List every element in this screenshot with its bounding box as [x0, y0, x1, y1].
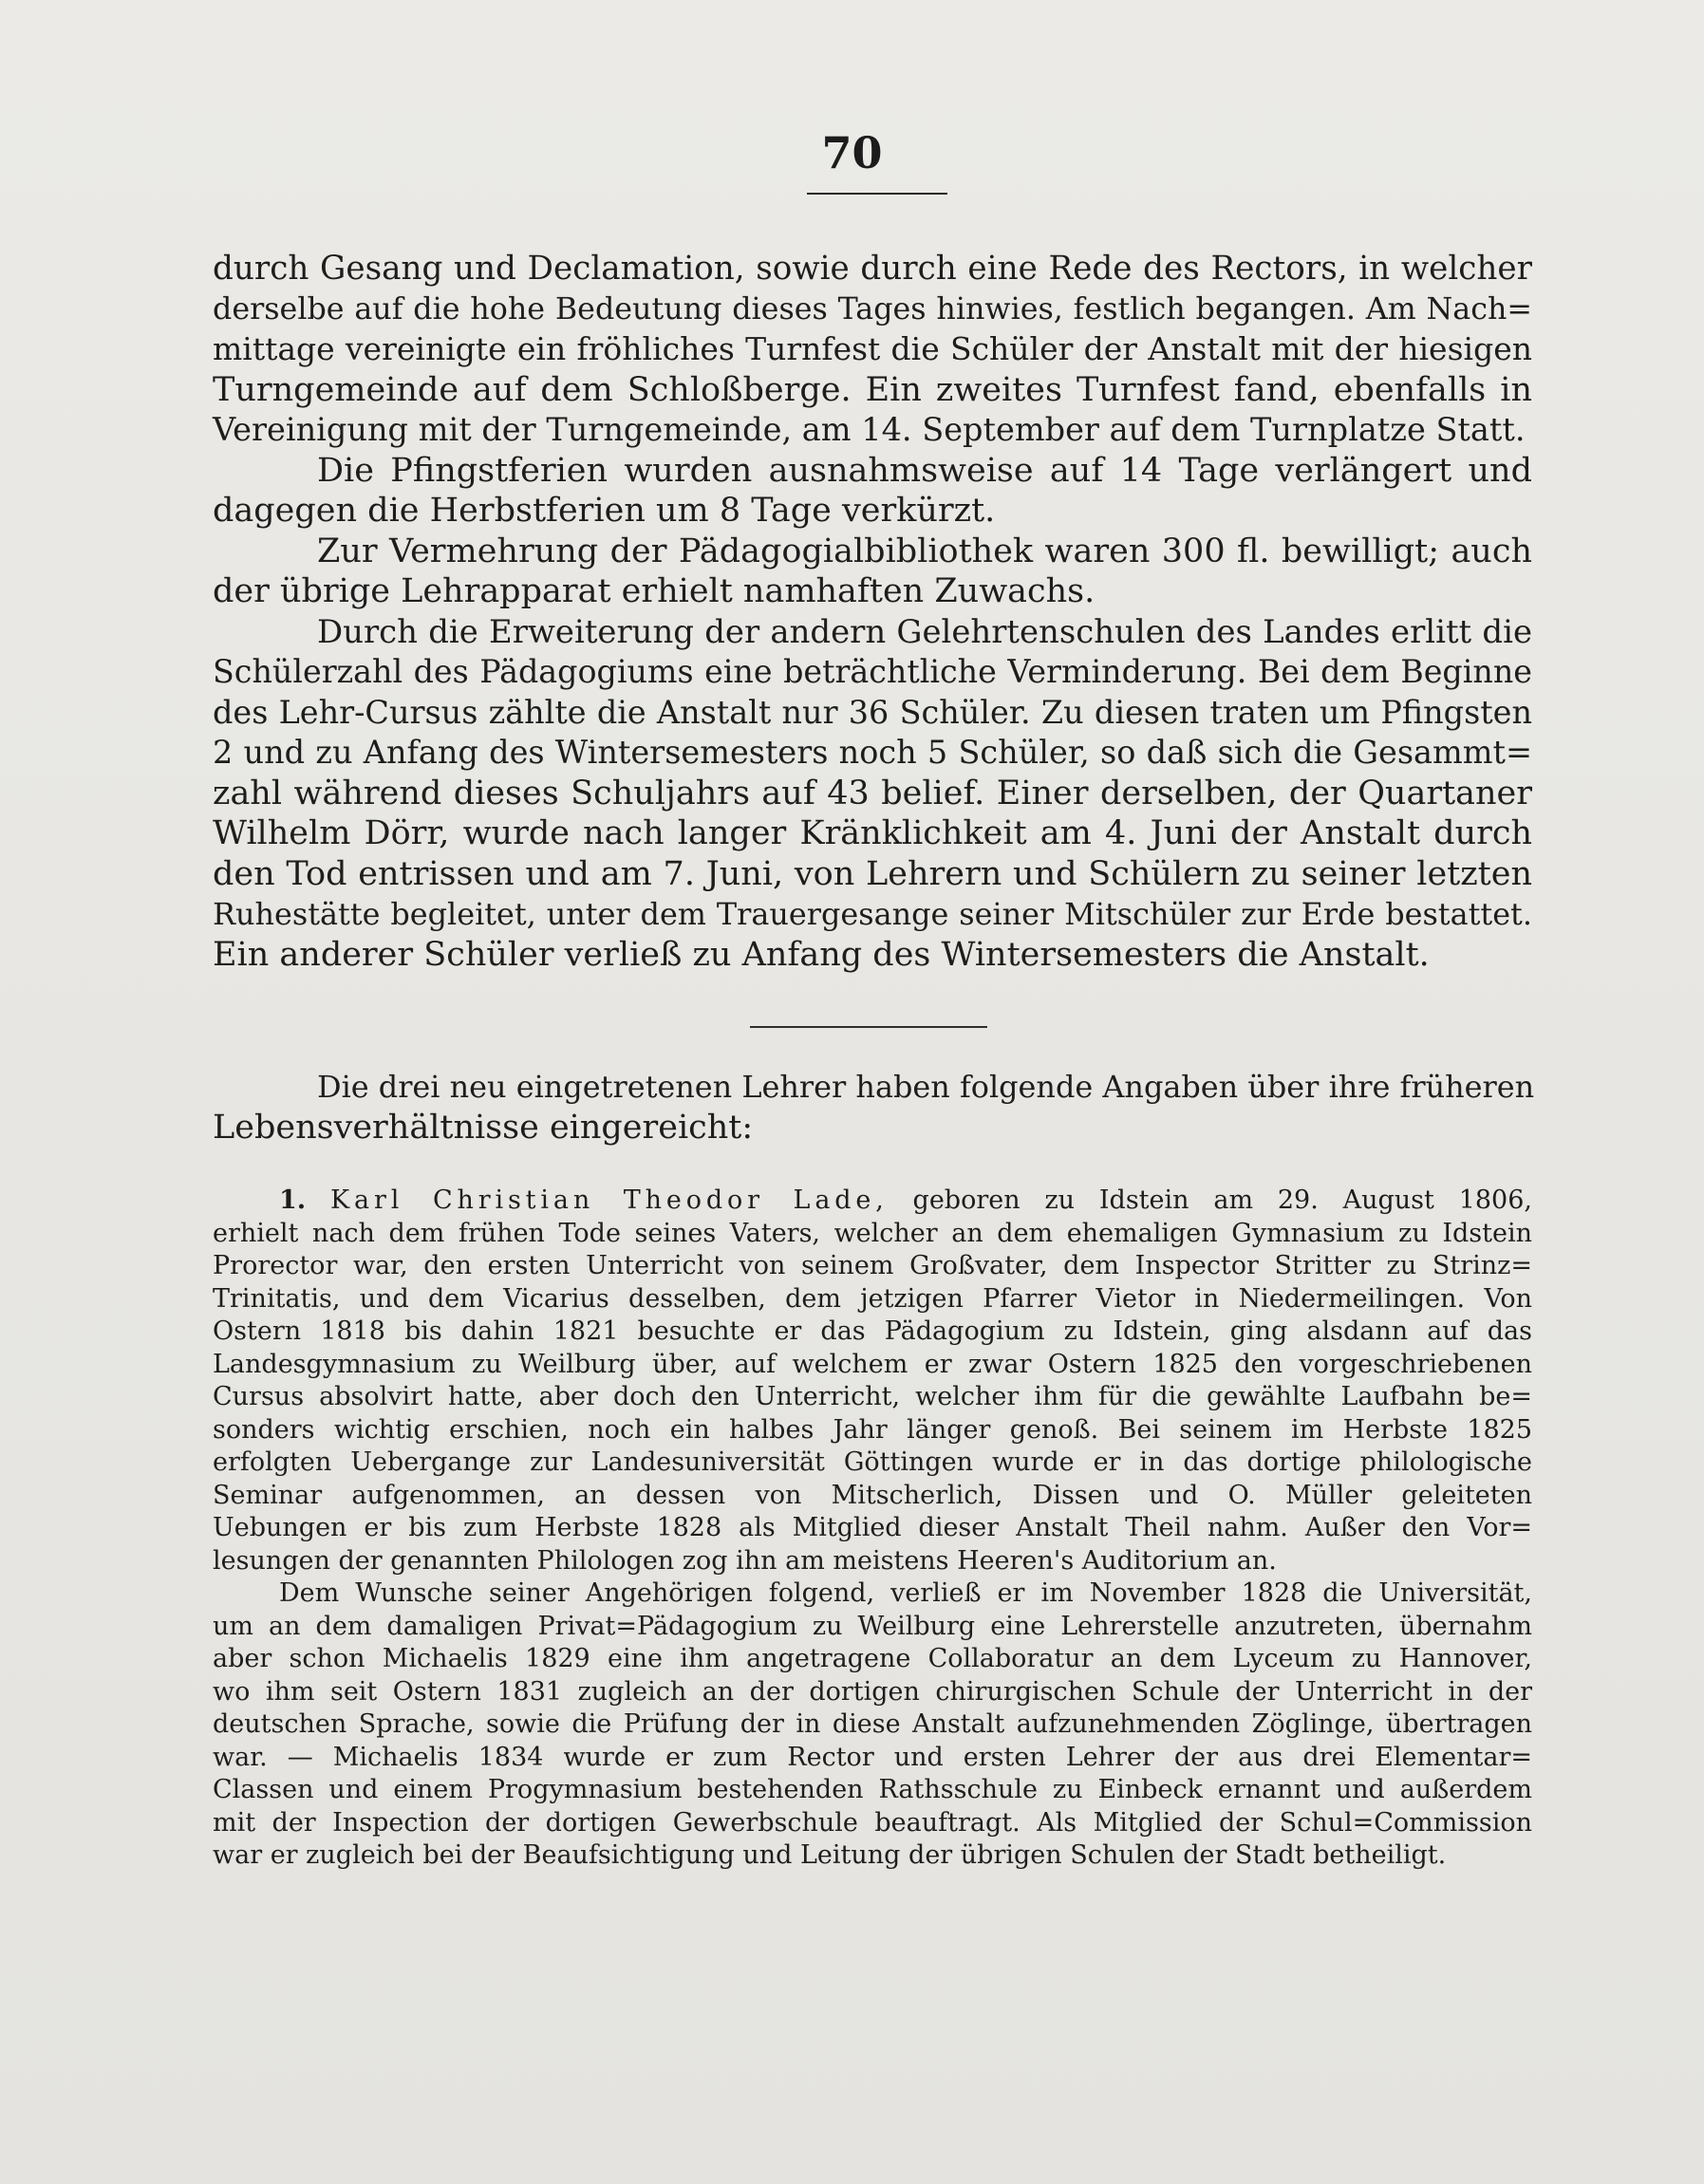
text-line: der übrige Lehrapparat erhielt namhaften Zuwachs. [213, 572, 1095, 610]
text-line: erfolgten Uebergange zur Landesuniversität Göttingen wurde er in das dortige philologische [213, 1447, 1532, 1477]
text-line: Classen und einem Progymnasium bestehenden Rathsschule zu Einbeck ernannt und außerdem [213, 1775, 1532, 1804]
page-number-rule [807, 193, 947, 195]
text-line: zahl während dieses Schuljahrs auf 43 belief. Einer derselben, der Quartaner [213, 774, 1532, 812]
text-line: Ostern 1818 bis dahin 1821 besuchte er das Pädagogium zu Idstein, ging alsdann auf das [213, 1316, 1532, 1346]
text-line: Uebungen er bis zum Herbste 1828 als Mitglied dieser Anstalt Theil nahm. Außer den Vor= [213, 1513, 1532, 1542]
text-line: mittage vereinigte ein fröhliches Turnfest die Schüler der Anstalt mit der hiesigen [213, 330, 1532, 367]
teachers-intro [213, 1067, 1535, 1148]
text-line: Durch die Erweiterung der andern Gelehrtenschulen des Landes erlitt die [317, 612, 1532, 650]
text-line: den Tod entrissen und am 7. Juni, von Lehrern und Schülern zu seiner letzten [213, 854, 1532, 893]
teacher-name: Karl Christian Theodor Lade, [330, 1185, 889, 1215]
text-line: war. — Michaelis 1834 wurde er zum Rector und ersten Lehrer der aus drei Elementar= [213, 1742, 1532, 1772]
text-line: war er zugleich bei der Beaufsichtigung und Leitung der übrigen Schulen der Stadt betheiligt. [213, 1840, 1447, 1870]
item-number: 1. [279, 1185, 307, 1215]
birth-info: geboren zu Idstein am 29. August 1806, [912, 1185, 1532, 1215]
report-paragraphs [213, 249, 1532, 975]
text-line: Turngemeinde auf dem Schloßberge. Ein zweites Turnfest fand, ebenfalls in [213, 370, 1532, 409]
text-line: Schülerzahl des Pädagogiums eine beträchtliche Verminderung. Bei dem Beginne [213, 653, 1532, 690]
text-line: wo ihm seit Ostern 1831 zugleich an der dortigen chirurgischen Schule der Unterricht in der [213, 1676, 1532, 1707]
text-line: Landesgymnasium zu Weilburg über, auf welchem er zwar Ostern 1825 den vorgeschriebenen [213, 1349, 1532, 1379]
text-line: Seminar aufgenommen, an dessen von Mitscherlich, Dissen und O. Müller geleiteten [213, 1480, 1532, 1510]
section-divider [750, 1026, 987, 1028]
text-line: Wilhelm Dörr, wurde nach langer Kränklichkeit am 4. Juni der Anstalt durch [213, 814, 1532, 852]
text-line: Cursus absolvirt hatte, aber doch den Unterricht, welcher ihm für die gewählte Laufbahn be= [213, 1382, 1532, 1411]
biography-first-line [213, 1185, 1532, 1218]
text-line: erhielt nach dem frühen Tode seines Vaters, welcher an dem ehemaligen Gymnasium zu Idstein [213, 1218, 1532, 1248]
text-line: Prorector war, den ersten Unterricht von seinem Großvater, dem Inspector Stritter zu Strinz= [213, 1251, 1532, 1280]
text-line: Die Pfingstferien wurden ausnahmsweise auf 14 Tage verlängert und [317, 451, 1532, 490]
text-line: Lebensverhältnisse eingereicht: [213, 1109, 754, 1147]
text-line: dagegen die Herbstferien um 8 Tage verkürzt. [213, 492, 996, 530]
text-line: mit der Inspection der dortigen Gewerbschule beauftragt. Als Mitglied der Schul=Commission [213, 1807, 1532, 1838]
text-line: Ein anderer Schüler verließ zu Anfang des Wintersemesters die Anstalt. [213, 935, 1430, 974]
text-line: aber schon Michaelis 1829 eine ihm angetragene Collaboratur an dem Lyceum zu Hannover, [213, 1644, 1532, 1673]
text-line: Zur Vermehrung der Pädagogialbibliothek waren 300 fl. bewilligt; auch [317, 532, 1532, 570]
text-line: 2 und zu Anfang des Wintersemesters noch 5 Schüler, so daß sich die Gesammt= [213, 734, 1532, 771]
text-line: Vereinigung mit der Turngemeinde, am 14. September auf dem Turnplatze Statt. [213, 411, 1526, 448]
text-line: sonders wichtig erschien, noch ein halbes Jahr länger genoß. Bei seinem im Herbste 1825 [213, 1414, 1532, 1445]
text-line: deutschen Sprache, sowie die Prüfung der in diese Anstalt aufzunehmenden Zöglinge, übertragen [213, 1709, 1532, 1739]
text-line: um an dem damaligen Privat=Pädagogium zu Weilburg eine Lehrerstelle anzutreten, übernahm [213, 1611, 1532, 1641]
teacher-biography-1 [213, 1185, 1532, 1873]
text-line: lesungen der genannten Philologen zog ihn am meistens Heeren's Auditorium an. [213, 1545, 1277, 1576]
text-line: des Lehr-Cursus zählte die Anstalt nur 36 Schüler. Zu diesen traten um Pfingsten [213, 693, 1532, 731]
text-line: durch Gesang und Declamation, sowie durch eine Rede des Rectors, in welcher [213, 250, 1532, 288]
text-line: Ruhestätte begleitet, unter dem Trauergesange seiner Mitschüler zur Erde bestattet. [213, 896, 1532, 932]
text-line: Trinitatis, und dem Vicarius desselben, dem jetzigen Pfarrer Vietor in Niedermeilingen. Von [213, 1283, 1532, 1314]
text-line: Die drei neu eingetretenen Lehrer haben folgende Angaben über ihre früheren [317, 1069, 1535, 1105]
page-number: 70 [821, 127, 883, 178]
text-line: Dem Wunsche seiner Angehörigen folgend, verließ er im November 1828 die Universität, [279, 1578, 1532, 1608]
text-line: derselbe auf die hohe Bedeutung dieses Tages hinwies, festlich begangen. Am Nach= [213, 291, 1532, 327]
